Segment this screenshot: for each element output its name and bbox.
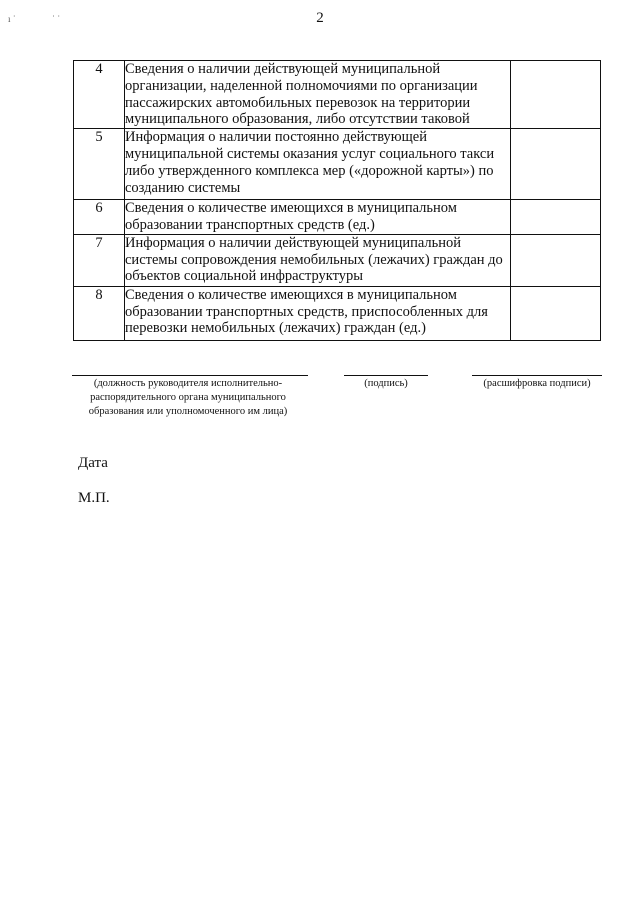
row-number: 7 — [74, 234, 125, 286]
name-signature-line — [472, 375, 602, 376]
row-value-cell — [511, 129, 601, 200]
row-number: 6 — [74, 200, 125, 235]
scan-speck: ı ˙ — [8, 14, 16, 24]
table-row — [74, 286, 601, 340]
position-caption: (должность руководителя исполнительно-распорядительного органа муниципального образования или уполномоченного им лица) — [88, 378, 288, 417]
row-description: Информация о наличии постоянно действующей муниципальной системы оказания услуг социального такси либо утвержденного комплекса мер («дорожной карты») по созданию системы — [125, 129, 511, 200]
row-value-cell — [511, 234, 601, 286]
row-value-cell — [511, 61, 601, 129]
date-label: Дата — [78, 455, 108, 471]
row-value-cell — [511, 286, 601, 340]
signature-caption: (подпись) — [364, 378, 408, 389]
signature-line — [344, 375, 428, 376]
stamp-label: М.П. — [78, 490, 110, 506]
row-number: 4 — [74, 61, 125, 129]
row-number: 8 — [74, 286, 125, 340]
row-description: Сведения о количестве имеющихся в муниципальном образовании транспортных средств (ед.) — [125, 200, 511, 235]
table-row — [74, 129, 601, 200]
table-row — [74, 234, 601, 286]
scan-speck: ˙ ˙ — [52, 14, 61, 24]
table-row — [74, 200, 601, 235]
row-description: Сведения о количестве имеющихся в муниципальном образовании транспортных средств, приспособленных для перевозки немобильных (лежачих) граждан (ед.) — [125, 286, 511, 340]
row-value-cell — [511, 200, 601, 235]
page-number: 2 — [316, 10, 324, 26]
name-caption: (расшифровка подписи) — [483, 378, 591, 389]
row-description: Сведения о наличии действующей муниципальной организации, наделенной полномочиями по организации пассажирских автомобильных перевозок на территории муниципального образования, либо отсутствии таковой — [125, 61, 511, 129]
row-number: 5 — [74, 129, 125, 200]
row-description: Информация о наличии действующей муниципальной системы сопровождения немобильных (лежачих) граждан до объектов социальной инфраструктуры — [125, 234, 511, 286]
position-signature-line — [72, 375, 308, 376]
table-row — [74, 61, 601, 129]
info-table — [73, 60, 601, 341]
